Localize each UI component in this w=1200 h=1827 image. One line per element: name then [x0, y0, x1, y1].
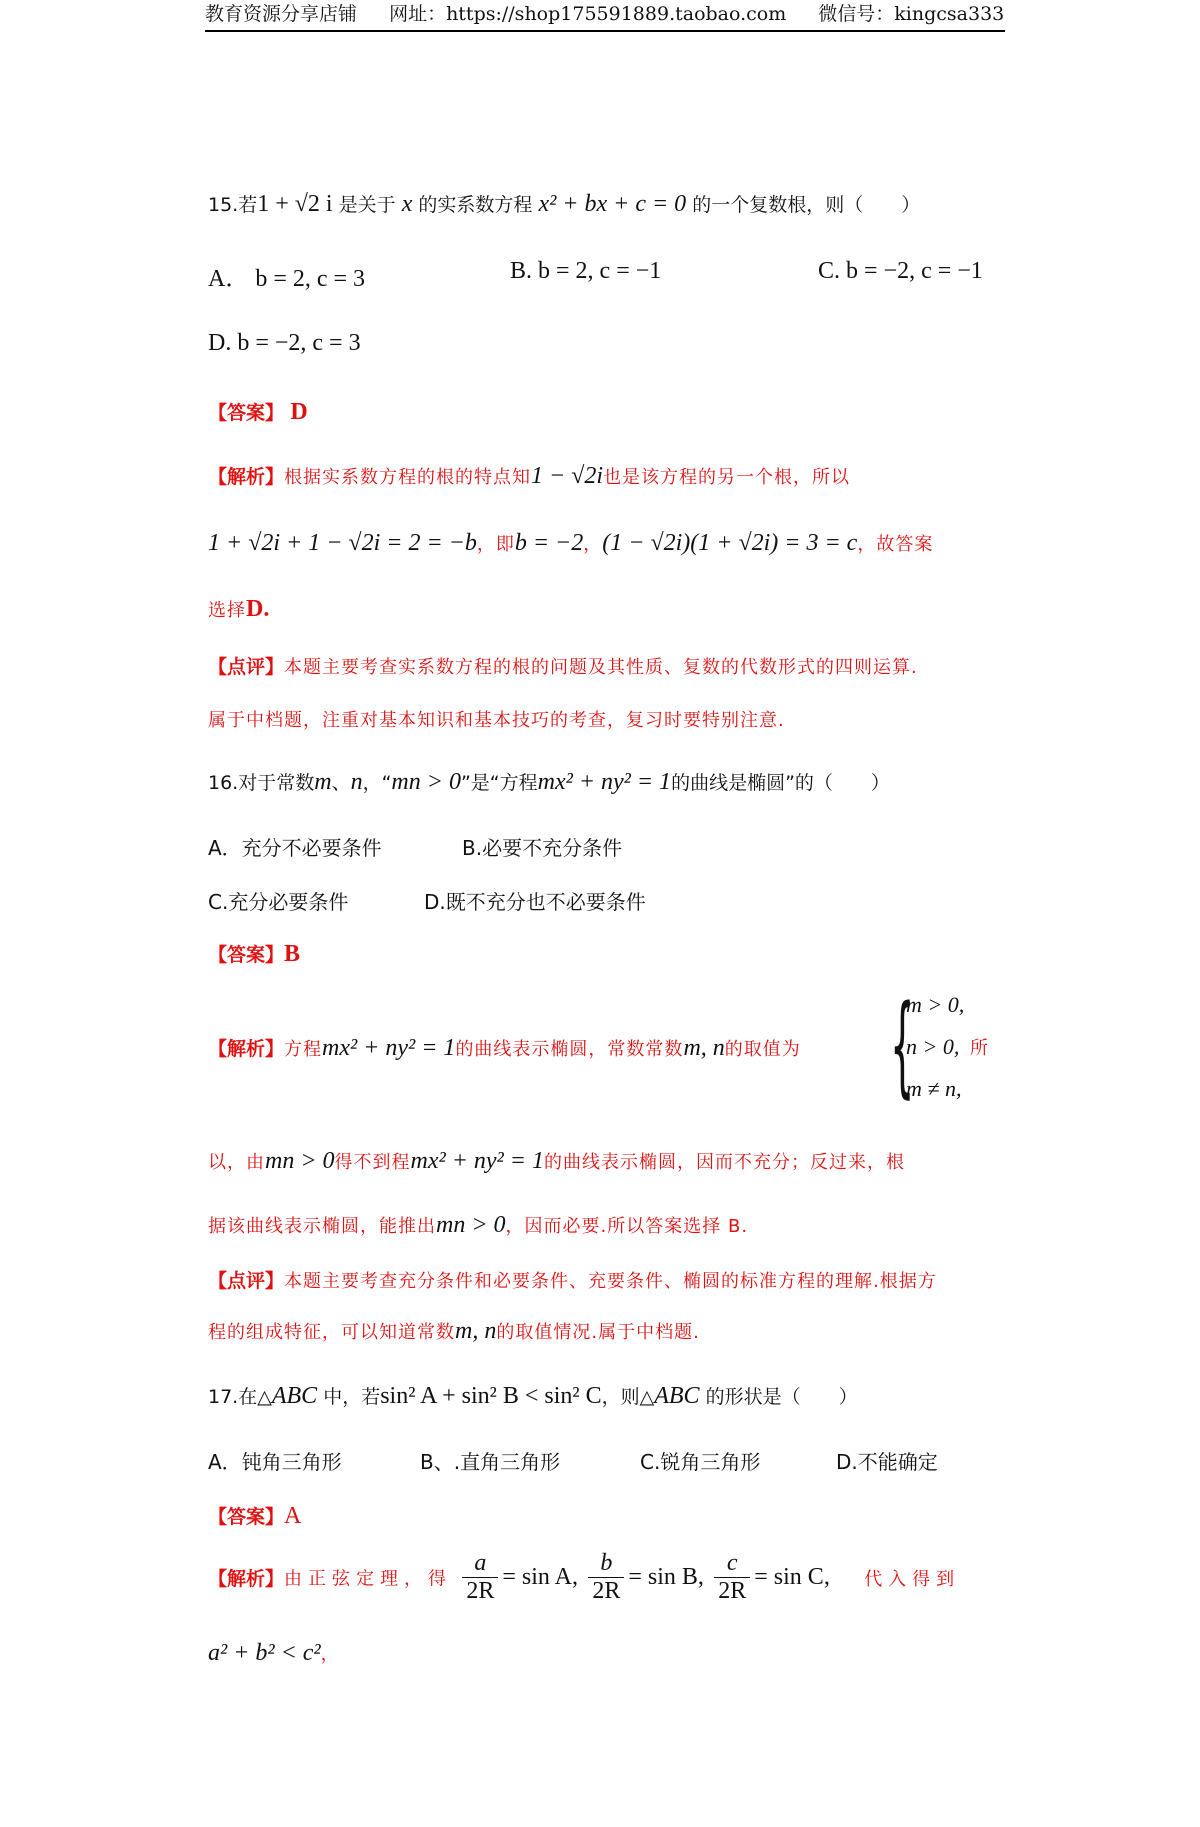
- q15-analysis-2t2: ，: [583, 534, 603, 555]
- q17-stem-b: 中，若: [317, 1386, 381, 1408]
- q16-analysis-1a: 方程: [284, 1039, 323, 1060]
- q17-stem-a: 17.在△: [208, 1386, 272, 1408]
- q17-analysis-label: 【解析】: [208, 1568, 285, 1590]
- q16-analysis-3b: ，因而必要.所以答案选择 B.: [505, 1216, 749, 1237]
- q16-analysis-line2: [208, 1148, 905, 1175]
- q15-option-a-text: A． b = 2, c = 3: [208, 266, 366, 292]
- left-brace: {: [890, 981, 915, 1109]
- q16-stem-eq: mx² + ny² = 1: [537, 769, 672, 795]
- q15-option-b-text: B. b = 2, c = −1: [510, 258, 662, 284]
- wechat-id: 微信号：kingcsa333: [818, 3, 1005, 25]
- q16-analysis-2c: 的曲线表示椭圆，因而不充分；反过来，根: [543, 1152, 905, 1173]
- q15-stem-d: 的一个复数根，则（ ）: [686, 194, 921, 216]
- q16-analysis-3m: mn > 0: [436, 1212, 506, 1238]
- q17-answer-value: A: [284, 1503, 302, 1529]
- q15-comment-line1: [208, 652, 918, 679]
- q17-option-d: D.不能确定: [836, 1450, 938, 1474]
- q16-analysis-1c: 的取值为: [724, 1039, 801, 1060]
- q15-stem-math1: 1 + √2 i: [257, 191, 333, 217]
- q15-analysis-1a: 根据实系数方程的根的特点知: [284, 467, 532, 488]
- q16-analysis-2b: 得不到程: [334, 1152, 411, 1173]
- q16-analysis-1b: 的曲线表示椭圆，常数常数: [455, 1039, 684, 1060]
- q17-option-a: A．钝角三角形: [208, 1450, 342, 1474]
- q17-eq-c: = sin C,: [754, 1564, 830, 1590]
- q17-eq-b: = sin B,: [628, 1564, 704, 1590]
- shop-url: 网址：https://shop175591889.taobao.com: [389, 3, 787, 25]
- fraction-a-numerator: a: [462, 1550, 498, 1578]
- q16-analysis-1m: mx² + ny² = 1: [322, 1035, 456, 1061]
- q16-comment-label: 【点评】: [208, 1270, 285, 1292]
- q15-answer: [208, 398, 308, 426]
- q17-analysis-line1: [208, 1550, 960, 1605]
- q16-stem-e: 的曲线是椭圆”的（ ）: [671, 772, 890, 794]
- system-row-3: m ≠ n,: [906, 1076, 962, 1101]
- q17-eq-a: = sin A,: [502, 1564, 578, 1590]
- q16-analysis-1mn: m, n: [683, 1035, 725, 1061]
- q15-stem-c: 的实系数方程: [412, 194, 539, 216]
- system-row-2: n > 0,: [906, 1034, 960, 1059]
- q17-stem-eq: sin² A + sin² B < sin² C: [380, 1383, 602, 1409]
- q15-analysis-3b: D.: [246, 596, 270, 622]
- q17-stem-d: 的形状是（ ）: [699, 1386, 858, 1408]
- q16-analysis-2m2: mx² + ny² = 1: [410, 1148, 544, 1174]
- q15-analysis-label: 【解析】: [208, 466, 285, 488]
- q16-stem-d: ”是“方程: [460, 772, 538, 794]
- q16-analysis-1d-wrap: [970, 1034, 989, 1060]
- q16-analysis-line1: [208, 1034, 801, 1062]
- fraction-b-denominator: 2R: [592, 1578, 621, 1604]
- q16-analysis-2a: 以，由: [208, 1152, 265, 1173]
- q16-comment-1: 本题主要考查充分条件和必要条件、充要条件、椭圆的标准方程的理解.根据方: [284, 1271, 937, 1292]
- q15-stem-eq: x² + bx + c = 0: [538, 191, 687, 217]
- q15-analysis-line2: [208, 530, 933, 557]
- q16-stem-b: 、: [331, 772, 351, 794]
- fraction-b-over-2r: [588, 1550, 624, 1605]
- q15-stem-b: 是关于: [332, 194, 402, 216]
- q17-stem-abc: ABC: [271, 1383, 318, 1409]
- q16-analysis-label: 【解析】: [208, 1038, 285, 1060]
- q16-analysis-3a: 据该曲线表示椭圆，能推出: [208, 1216, 436, 1237]
- q16-answer-value: B: [284, 941, 301, 967]
- q15-comment-1: 本题主要考查实系数方程的根的问题及其性质、复数的代数形式的四则运算.: [284, 657, 918, 678]
- q15-stem: [208, 190, 920, 218]
- q15-option-d: [208, 330, 361, 357]
- q16-option-d: D.既不充分也不必要条件: [424, 890, 646, 914]
- q16-stem-c: ，“: [362, 772, 392, 794]
- q15-option-b: [510, 258, 661, 285]
- q15-comment-line2: [208, 706, 785, 732]
- q16-stem-cond: mn > 0: [391, 769, 461, 795]
- fraction-a-over-2r: [462, 1550, 498, 1605]
- q16-option-b: B.必要不充分条件: [462, 836, 623, 860]
- fraction-c-numerator: c: [714, 1550, 750, 1578]
- q16-comment-line1: [208, 1266, 937, 1293]
- q16-comment-2m: m, n: [455, 1318, 497, 1344]
- fraction-a-denominator: 2R: [466, 1578, 495, 1604]
- q17-analysis-2m: a² + b² < c²: [208, 1640, 321, 1666]
- q16-comment-2a: 程的组成特征，可以知道常数: [208, 1322, 455, 1343]
- q15-analysis-2t3: ，故答案: [857, 534, 934, 555]
- q17-answer-label: 【答案】: [208, 1506, 285, 1528]
- q15-analysis-line1: [208, 462, 850, 490]
- q16-stem: [208, 768, 890, 796]
- q16-analysis-line3: [208, 1212, 748, 1239]
- fraction-c-denominator: 2R: [718, 1578, 747, 1604]
- q17-analysis-1b: 代入得到: [864, 1568, 961, 1590]
- page-header: [205, 0, 1005, 32]
- q17-answer: [208, 1502, 301, 1530]
- q16-answer-label: 【答案】: [208, 944, 285, 966]
- q17-analysis-line2: [208, 1640, 340, 1667]
- q15-analysis-2m1: 1 + √2i + 1 − √2i = 2 = −b: [208, 530, 477, 556]
- q16-stem-a: 16.对于常数: [208, 772, 315, 794]
- q17-stem-c: ，则△: [601, 1386, 655, 1408]
- q15-analysis-1m: 1 − √2i: [531, 463, 604, 489]
- q15-option-c: [818, 258, 983, 285]
- q15-analysis-line3: [208, 596, 269, 623]
- q15-option-a: [208, 258, 365, 293]
- q16-comment-line2: [208, 1318, 700, 1345]
- q17-analysis-1a: 由正弦定理，得: [284, 1568, 453, 1590]
- q15-analysis-2t1: ，即: [476, 534, 515, 555]
- q17-analysis-2t: ，: [320, 1644, 340, 1665]
- q17-option-b: B、.直角三角形: [420, 1450, 561, 1474]
- q15-comment-label: 【点评】: [208, 656, 285, 678]
- fraction-c-over-2r: [714, 1550, 750, 1605]
- q15-stem-a: 15.若: [208, 194, 258, 216]
- q15-analysis-2m2: b = −2: [514, 530, 584, 556]
- q16-analysis-1d: 所: [970, 1038, 989, 1059]
- q15-option-d-text: D. b = −2, c = 3: [208, 330, 361, 356]
- q15-comment-2: 属于中档题，注重对基本知识和基本技巧的考查，复习时要特别注意.: [208, 710, 785, 731]
- q16-analysis-2m1: mn > 0: [265, 1148, 335, 1174]
- q17-option-c: C.锐角三角形: [640, 1450, 761, 1474]
- q15-analysis-3t: 选择: [208, 600, 246, 621]
- q16-answer: [208, 940, 300, 968]
- q15-analysis-2m3: (1 − √2i)(1 + √2i) = 3 = c: [602, 530, 858, 556]
- q16-comment-2b: 的取值情况.属于中档题.: [496, 1322, 700, 1343]
- system-row-1: m > 0,: [906, 992, 965, 1017]
- q15-option-c-text: C. b = −2, c = −1: [818, 258, 983, 284]
- q15-answer-value: D: [290, 399, 308, 425]
- q16-stem-m: m: [314, 769, 332, 795]
- q17-stem: [208, 1382, 858, 1410]
- q16-option-a: A．充分不必要条件: [208, 836, 382, 860]
- q17-stem-abc2: ABC: [654, 1383, 700, 1409]
- fraction-b-numerator: b: [588, 1550, 624, 1578]
- q16-option-c: C.充分必要条件: [208, 890, 349, 914]
- q15-answer-label: 【答案】: [208, 402, 285, 424]
- q15-stem-x: x: [401, 191, 413, 217]
- shop-name: 教育资源分享店铺: [205, 3, 358, 25]
- q15-analysis-1b: 也是该方程的另一个根，所以: [603, 467, 851, 488]
- q16-stem-n: n: [350, 769, 363, 795]
